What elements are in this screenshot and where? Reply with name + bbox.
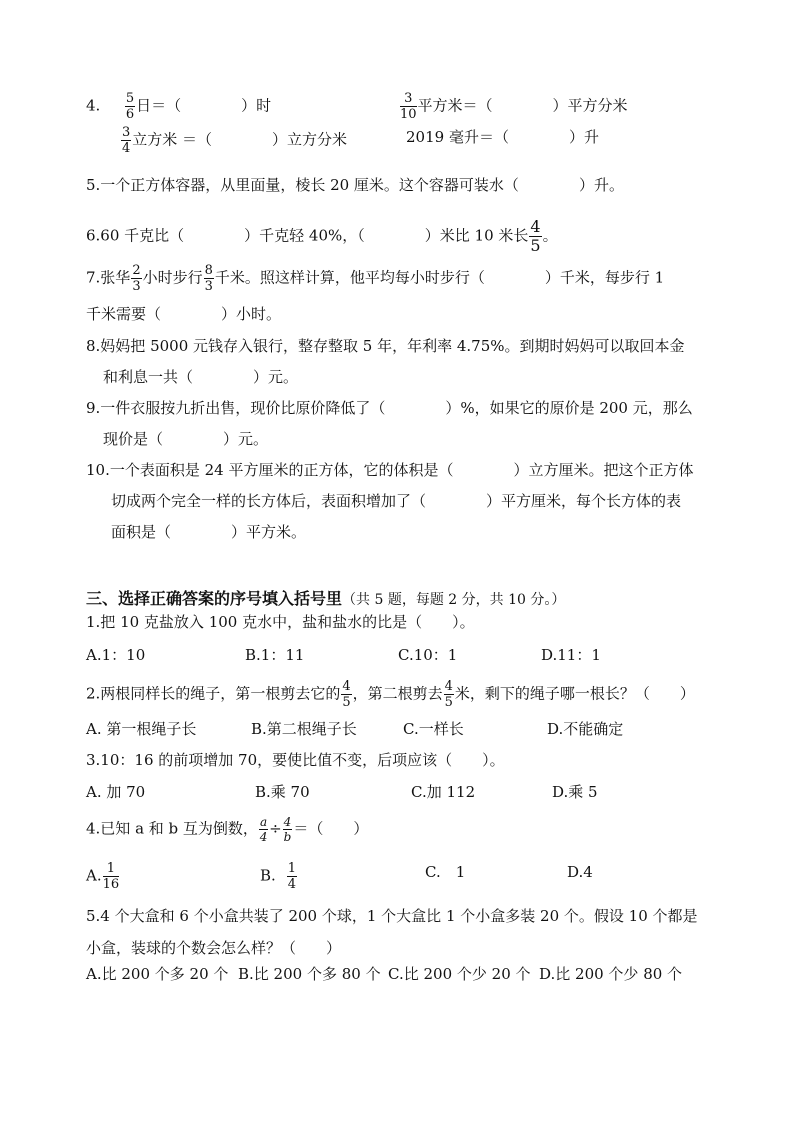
question-4-row-2 (120, 126, 347, 155)
option-b: B. $\frac{1}{4}$ (260, 861, 297, 892)
option-c: C.比 200 个少 20 个 (388, 965, 531, 983)
fraction: $\frac{2}{3}$ (132, 263, 141, 294)
question-10-line-1: 10.一个表面积是 24 平方厘米的正方体，它的体积是（ ）立方厘米。把这个正方体 (86, 461, 694, 479)
fraction: $\frac{3}{4}$ (122, 125, 131, 156)
option-c: C. 1 (425, 863, 466, 881)
section-heading: 三、选择正确答案的序号填入括号里（共 5 题，每题 2 分，共 10 分。） (86, 589, 566, 608)
choice-question-3: 3.10：16 的前项增加 70，要使比值不变，后项应该（ ）。 (86, 751, 505, 769)
question-10-line-2: 切成两个完全一样的长方体后，表面积增加了（ ）平方厘米，每个长方体的表 (111, 492, 682, 510)
option-d: D.乘 5 (552, 783, 598, 801)
fraction: $\frac{1}{4}$ (287, 861, 297, 892)
question-text: 平方米＝（ ）平方分米 (417, 96, 628, 115)
option-a: A. 第一根绳子长 (86, 720, 197, 738)
question-9-line-1: 9.一件衣服按九折出售，现价比原价降低了（ ）%，如果它的原价是 200 元，那么 (86, 399, 693, 417)
option-c: C.一样长 (403, 720, 464, 738)
fraction: $\frac{1}{16}$ (102, 861, 120, 892)
question-text: 立方米 ＝（ ）立方分米 (132, 130, 348, 149)
question-5: 5.一个正方体容器，从里面量，棱长 20 厘米。这个容器可装水（ ）升。 (86, 176, 624, 194)
choice-question-5-line-2: 小盒，装球的个数会怎么样？（ ） (86, 939, 342, 957)
option-b: B.1：11 (245, 646, 305, 664)
question-8-line-1: 8.妈妈把 5000 元钱存入银行，整存整取 5 年，年利率 4.75%。到期时妈妈可以取回本金 (86, 337, 685, 355)
option-d: D.不能确定 (547, 720, 624, 738)
question-number: 4. (86, 96, 101, 115)
question-7-line-1: 7.张华 $\frac{2}{3}$ 小时步行 $\frac{8}{3}$ 千米。照这样计算，他平均每小时步行（ ）千米，每步行 1 (86, 263, 665, 294)
question-4-part-d: 2019 毫升＝（ ）升 (406, 128, 599, 146)
choice-question-1: 1.把 10 克盐放入 100 克水中，盐和盐水的比是（ ）。 (86, 613, 475, 631)
option-a: A. $\frac{1}{16}$ (86, 861, 120, 892)
question-8-line-2: 和利息一共（ ）元。 (103, 368, 299, 386)
fraction: $\frac{8}{3}$ (204, 263, 213, 294)
fraction: $\frac{a}{4}$ (259, 815, 268, 844)
option-b: B.比 200 个多 80 个 (238, 965, 381, 983)
divide-sign: ÷ (269, 819, 282, 838)
question-9-line-2: 现价是（ ）元。 (103, 430, 269, 448)
fraction: $\frac{4}{5}$ (530, 217, 541, 255)
option-b: B.乘 70 (255, 783, 310, 801)
choice-question-2: 2.两根同样长的绳子，第一根剪去它的 $\frac{4}{5}$ ，第二根剪去 $\frac{4}{5}$ 米，剩下的绳子哪一根长？（ ） (86, 679, 695, 710)
question-10-line-3: 面积是（ ）平方米。 (111, 523, 307, 541)
option-b: B.第二根绳子长 (251, 720, 357, 738)
question-4-row-1 (86, 92, 271, 121)
fraction: $\frac{3}{10}$ (400, 91, 417, 122)
option-a: A. 加 70 (86, 783, 146, 801)
question-7-line-2: 千米需要（ ）小时。 (86, 305, 282, 323)
choice-question-5-line-1: 5.4 个大盒和 6 个小盒共装了 200 个球，1 个大盒比 1 个小盒多装 20 个。假设 10 个都是 (86, 907, 698, 925)
fraction: $\frac{5}{6}$ (125, 91, 135, 122)
option-d: D.比 200 个少 80 个 (539, 965, 683, 983)
choice-question-4: 4.已知 a 和 b 互为倒数， $\frac{a}{4}$ ÷ $\frac{4}{b}$ ＝（ ） (86, 815, 369, 844)
option-a: A.比 200 个多 20 个 (86, 965, 229, 983)
section-note: （共 5 题，每题 2 分，共 10 分。） (342, 592, 566, 608)
option-d: D.4 (567, 863, 593, 881)
fraction: $\frac{4}{5}$ (444, 679, 453, 710)
option-a: A.1：10 (86, 646, 146, 664)
option-d: D.11：1 (541, 646, 601, 664)
option-c: C.10：1 (398, 646, 458, 664)
fraction: $\frac{4}{5}$ (342, 679, 351, 710)
question-text: 日＝（ ）时 (136, 96, 272, 115)
question-4-part-b (399, 92, 628, 121)
fraction: $\frac{4}{b}$ (283, 815, 292, 844)
option-c: C.加 112 (411, 783, 476, 801)
question-6: 6.60 千克比（ ）千克轻 40%，（ ）米比 10 米长 $\frac{4}{5}$ 。 (86, 217, 558, 255)
